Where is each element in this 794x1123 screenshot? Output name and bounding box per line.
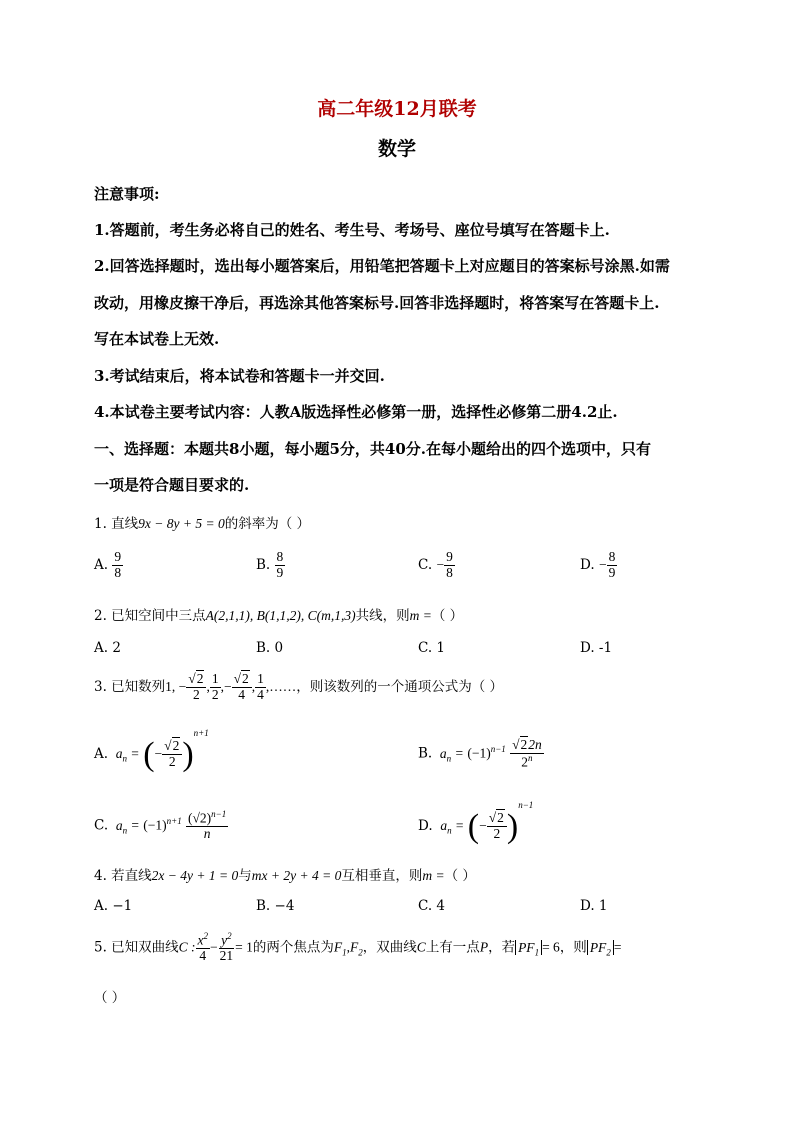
q4-option-d[interactable]: D. 1: [580, 898, 608, 914]
q2-points: A(2,1,1), B(1,1,2), C(m,1,3): [205, 608, 356, 623]
question-5: 5. 已知双曲线C : $\frac{x^2}{4}$ − $\frac{y^2}{21}$ = 1的两个焦点为$F_1,F_2$，双曲线C上有一点P，若 $PF_1 = 6$，则 $PF_2$ =: [94, 931, 622, 964]
q3-option-c[interactable]: C. $a_n = (-1)^{n+1}$ $\frac{(√2)^{n-1}}{n}$: [94, 809, 227, 842]
note-3: 3.考试结束后，将本试卷和答题卡一并交回.: [94, 367, 385, 385]
q1-option-c[interactable]: C. − $\frac{9}{8}$: [418, 549, 453, 580]
q1-d-fraction: $\frac{8}{9}$: [608, 549, 616, 580]
exam-subject: 数学: [377, 138, 416, 160]
q4-option-a[interactable]: A. −1: [94, 898, 133, 914]
note-2-line-1: 2.回答选择题时，选出每小题答案后，用铅笔把答题卡上对应题目的答案标号涂黑.如需: [94, 257, 670, 275]
question-1: [94, 512, 310, 532]
q1-suffix: 的斜率为（ ）: [224, 516, 311, 532]
q5-answer-blank: （ ）: [94, 990, 126, 1006]
question-2: 2. 已知空间中三点A(2,1,1), B(1,1,2), C(m,1,3)共线，则m =（ ）: [94, 608, 464, 624]
q3-option-d[interactable]: D. $a_n$ = (− $\frac{√2}{2}$ )$^{n-1}$: [418, 800, 534, 845]
q1-option-b[interactable]: B. $\frac{8}{9}$: [256, 549, 284, 580]
q2-option-d[interactable]: D. -1: [580, 640, 613, 656]
note-1: 1.答题前，考生务必将自己的姓名、考生号、考场号、座位号填写在答题卡上.: [94, 221, 610, 239]
q2-option-c[interactable]: C. 1: [418, 640, 446, 656]
q4-option-b[interactable]: B. −4: [256, 898, 295, 914]
section-heading-line-1: 一、选择题：本题共8小题，每小题5分，共40分.在每小题给出的四个选项中，只有: [94, 440, 651, 458]
note-4: 4.本试卷主要考试内容：人教A版选择性必修第一册，选择性必修第二册4.2止.: [94, 403, 618, 421]
q1-option-a[interactable]: A. $\frac{9}{8}$: [94, 549, 122, 580]
q3-option-b[interactable]: B. $a_n = (-1)^{n-1}$ $\frac{√22n}{2^n}$: [418, 737, 542, 770]
question-4: 4. 若直线2x − 4y + 1 = 0与mx + 2y + 4 = 0互相垂直，则m =（ ）: [94, 868, 476, 884]
q1-a-fraction: $\frac{9}{8}$: [114, 549, 122, 580]
exam-title: 高二年级12月联考: [317, 98, 477, 120]
q2-option-a[interactable]: A. 2: [94, 640, 121, 656]
q1-equation: 9x − 8y + 5 = 0: [138, 516, 225, 531]
q3-option-a[interactable]: A. $a_n$ = (− $\frac{√2}{2}$ )$^{n+1}$: [94, 728, 209, 773]
question-3: 3. 已知数列1, − $\frac{√2}{2}$ , $\frac{1}{2}$ ,− $\frac{√2}{4}$ , $\frac{1}{4}$ ,……，则该数列的一个通项公式为（ ）: [94, 671, 504, 702]
q4-option-c[interactable]: C. 4: [418, 898, 446, 914]
q1-c-fraction: $\frac{9}{8}$: [446, 549, 453, 580]
note-2-line-2: 改动，用橡皮擦干净后，再选涂其他答案标号.回答非选择题时，将答案写在答题卡上.: [94, 294, 660, 312]
q1-prefix: 1. 直线: [94, 516, 139, 532]
q2-option-b[interactable]: B. 0: [256, 640, 284, 656]
q1-option-d[interactable]: D. − $\frac{8}{9}$: [580, 549, 616, 580]
section-heading-line-2: 一项是符合题目要求的.: [94, 476, 250, 494]
notes-heading: 注意事项:: [94, 185, 160, 203]
q1-b-fraction: $\frac{8}{9}$: [276, 549, 284, 580]
note-2-line-3: 写在本试卷上无效.: [94, 330, 220, 348]
